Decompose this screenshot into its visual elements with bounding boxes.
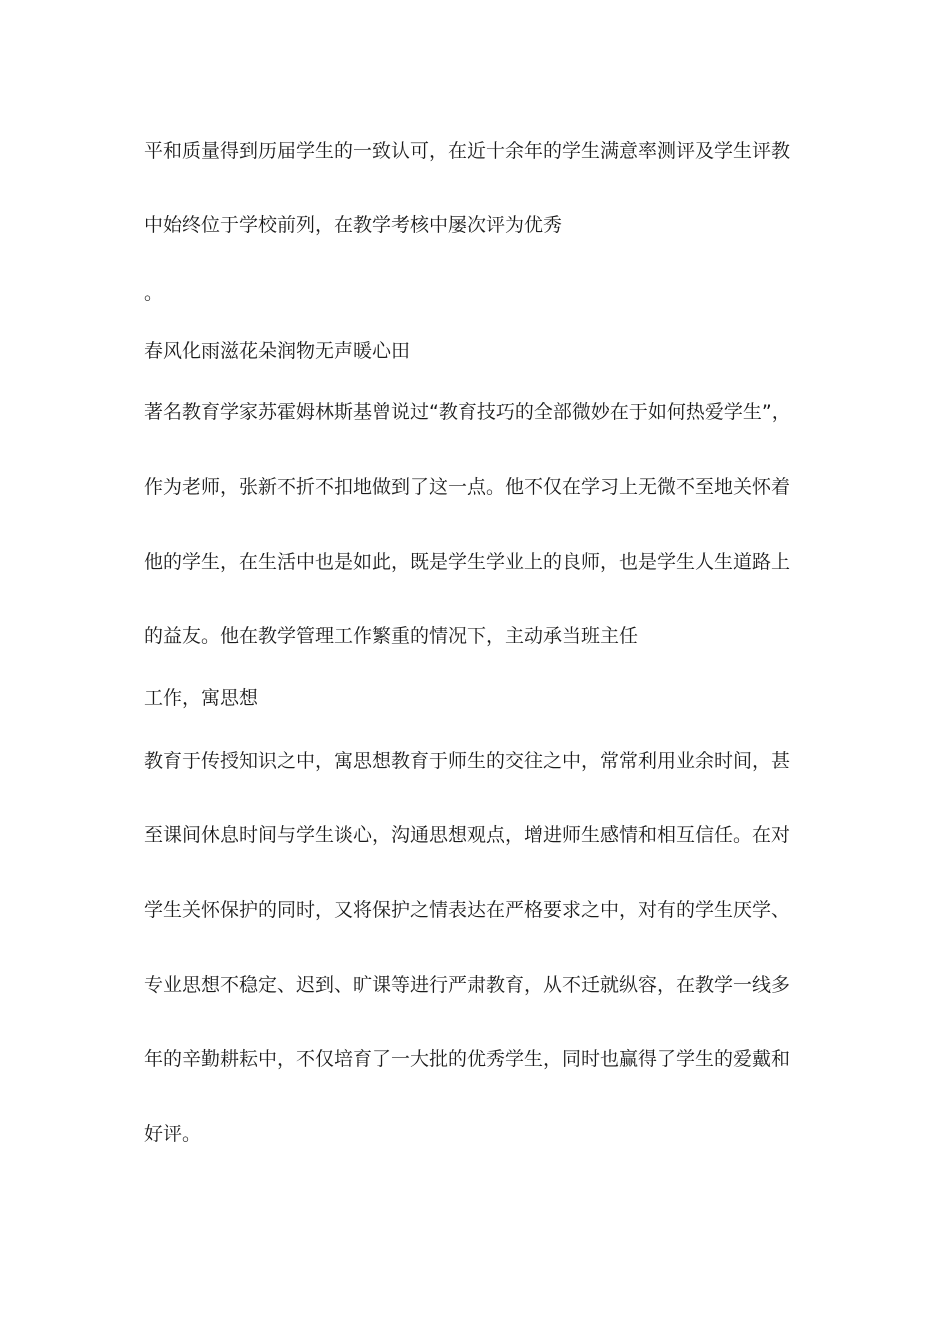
text-line: 学生关怀保护的同时，又将保护之情表达在严格要求之中，对有的学生厌学、 bbox=[144, 899, 791, 921]
text-line: 至课间休息时间与学生谈心，沟通思想观点，增进师生感情和相互信任。在对 bbox=[144, 824, 791, 846]
section-heading: 春风化雨滋花朵润物无声暖心田 bbox=[144, 340, 411, 362]
text-line: 工作，寓思想 bbox=[144, 687, 259, 709]
text-line: 著名教育学家苏霍姆林斯基曾说过“教育技巧的全部微妙在于如何热爱学生”， bbox=[144, 401, 791, 423]
text-line: 平和质量得到历届学生的一致认可，在近十余年的学生满意率测评及学生评教 bbox=[144, 140, 791, 162]
text-line: 他的学生，在生活中也是如此，既是学生学业上的良师，也是学生人生道路上 bbox=[144, 551, 791, 573]
text-line: 中始终位于学校前列，在教学考核中屡次评为优秀 bbox=[144, 214, 563, 236]
text-line: 。 bbox=[144, 282, 164, 304]
text-line: 年的辛勤耕耘中，不仅培育了一大批的优秀学生，同时也赢得了学生的爱戴和 bbox=[144, 1048, 791, 1070]
text-line: 教育于传授知识之中，寓思想教育于师生的交往之中，常常利用业余时间，甚 bbox=[144, 750, 791, 772]
text-line: 专业思想不稳定、迟到、旷课等进行严肃教育，从不迁就纵容，在教学一线多 bbox=[144, 974, 791, 996]
text-line: 作为老师，张新不折不扣地做到了这一点。他不仅在学习上无微不至地关怀着 bbox=[144, 476, 791, 498]
text-line: 的益友。他在教学管理工作繁重的情况下，主动承当班主任 bbox=[144, 625, 639, 647]
text-line: 好评。 bbox=[144, 1123, 202, 1145]
